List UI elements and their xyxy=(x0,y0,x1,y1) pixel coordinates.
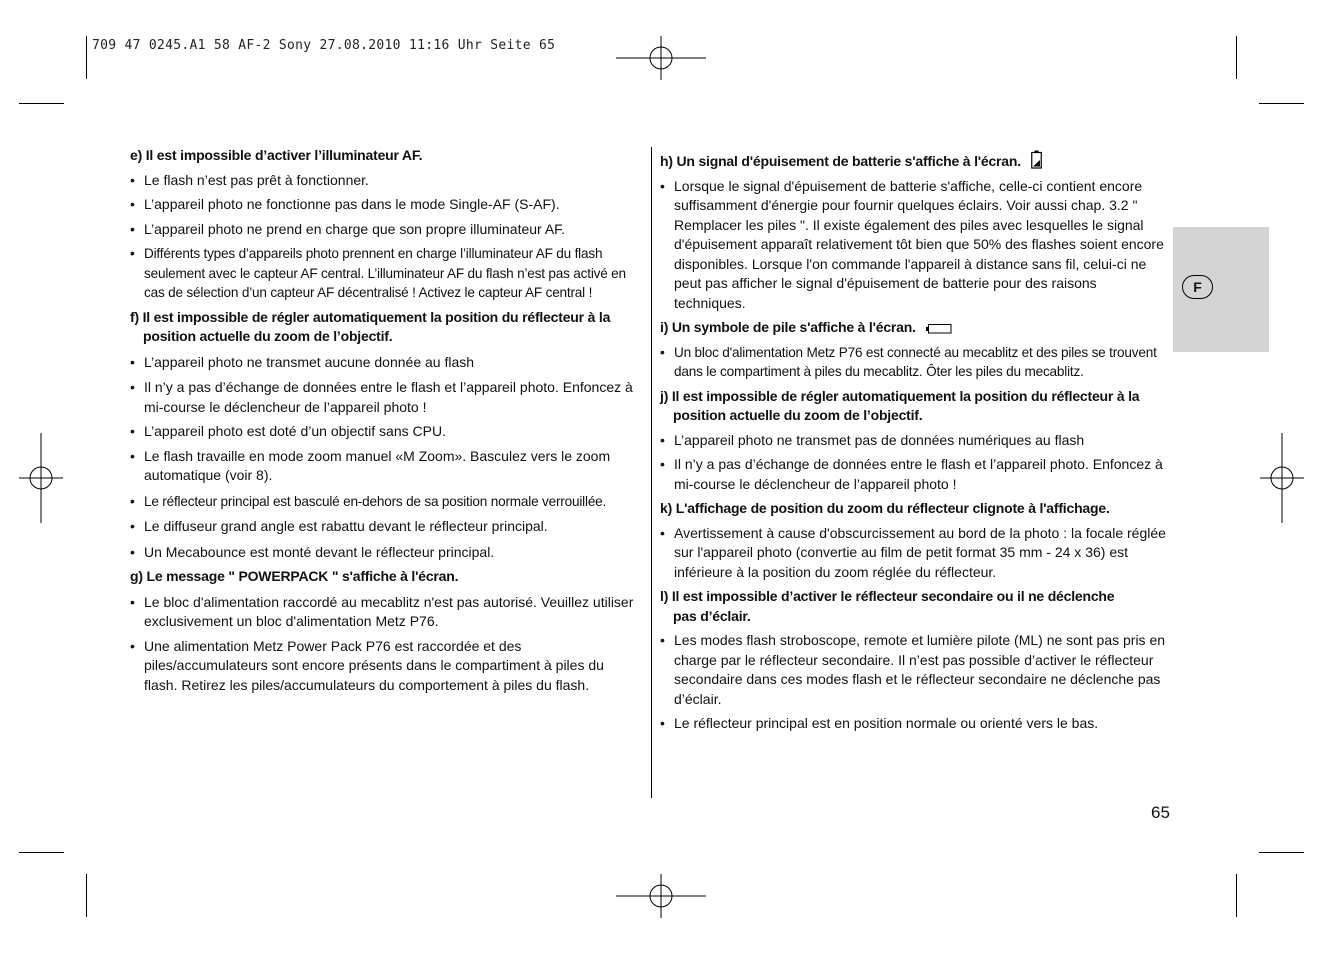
section-h-heading xyxy=(660,150,1170,172)
list-item: • Le réflecteur principal est basculé en-dehors de sa position normale verrouillée. xyxy=(130,492,640,512)
list-item: • Avertissement à cause d'obscurcissement au bord de la photo : la focale réglée sur l'appareil photo (convertie au film de petit format 35 mm - 24 x 36) est inférieure à la position du zoom réglée du réflecteur. xyxy=(660,524,1170,583)
list-item: • Le réflecteur principal est en position normale ou orienté vers le bas. xyxy=(660,714,1170,734)
list-item: • Il n’y a pas d’échange de données entre le flash et l’appareil photo. Enfoncez à mi-course le déclencheur de l’appareil photo ! xyxy=(660,455,1170,494)
list-item: • L’appareil photo ne transmet aucune donnée au flash xyxy=(130,353,640,373)
list-item: • Lorsque le signal d'épuisement de batterie s'affiche, celle-ci contient encore suffisamment d'énergie pour fournir quelques éclairs. Voir aussi chap. 3.2 " Remplacer les piles ". Il existe également des piles avec lesquelles le signal d'épuisement apparaît relativement tôt bien que 50% des flashes soient encore disponibles. Lorsque l'on commande l'appareil à distance sans fil, celui-ci ne peut pas afficher le signal d'épuisement de batterie pour des raisons techniques. xyxy=(660,177,1170,314)
left-column xyxy=(130,146,640,695)
list-item: • L’appareil photo est doté d’un objectif sans CPU. xyxy=(130,422,640,442)
section-l-heading: l) Il est impossible d’activer le réflecteur secondaire ou il ne déclenche pas d’éclair. xyxy=(660,588,1115,624)
section-i-heading-text: i) Un symbole de pile s'affiche à l'écran. xyxy=(660,319,916,335)
section-f-heading: f) Il est impossible de régler automatiquement la position du réflecteur à la position actuelle du zoom de l’objectif. xyxy=(130,308,611,344)
list-item: • L’appareil photo ne transmet pas de données numériques au flash xyxy=(660,431,1170,451)
section-j-heading: j) Il est impossible de régler automatiquement la position du réflecteur à la position actuelle du zoom de l’objectif. xyxy=(660,387,1140,423)
registration-mark-bottom xyxy=(616,874,706,918)
page-number: 65 xyxy=(1151,803,1170,822)
list-item: • Un Mecabounce est monté devant le réflecteur principal. xyxy=(130,543,640,563)
column-separator xyxy=(651,147,652,798)
list-item: • Le flash travaille en mode zoom manuel «M Zoom». Basculez vers le zoom automatique (voir 8). xyxy=(130,447,640,486)
list-item: • Les modes flash stroboscope, remote et lumière pilote (ML) ne sont pas pris en charge par le réflecteur secondaire. Il n’est pas possible d’activer le réflecteur secondaire dans ces modes flash et le réflecteur secondaire ne déclenche pas d’éclair. xyxy=(660,631,1170,709)
section-e-heading: e) Il est impossible d’activer l’illuminateur AF. xyxy=(130,147,423,163)
language-badge: F xyxy=(1182,275,1213,299)
section-i-heading xyxy=(660,318,1170,338)
list-item: • L’appareil photo ne fonctionne pas dans le mode Single-AF (S-AF). xyxy=(130,195,640,215)
list-item: • Le bloc d'alimentation raccordé au mecablitz n'est pas autorisé. Veuillez utiliser exclusivement un bloc d'alimentation Metz P76. xyxy=(130,593,640,632)
section-k-heading: k) L'affichage de position du zoom du réflecteur clignote à l'affichage. xyxy=(660,500,1110,516)
section-g-heading: g) Le message " POWERPACK " s'affiche à l'écran. xyxy=(130,568,459,584)
section-h-heading-text: h) Un signal d'épuisement de batterie s'affiche à l'écran. xyxy=(660,153,1021,169)
list-item: • L’appareil photo ne prend en charge que son propre illuminateur AF. xyxy=(130,220,640,240)
list-item: • Un bloc d'alimentation Metz P76 est connecté au mecablitz et des piles se trouvent dans le compartiment à piles du mecablitz. Ôter les piles du mecablitz. xyxy=(660,343,1170,382)
registration-mark-left xyxy=(19,433,63,523)
battery-icon xyxy=(926,323,952,335)
battery-low-icon xyxy=(1031,150,1042,169)
print-slug: 709 47 0245.A1 58 AF-2 Sony 27.08.2010 11:16 Uhr Seite 65 xyxy=(92,38,556,53)
list-item: • Une alimentation Metz Power Pack P76 est raccordée et des piles/accumulateurs sont encore présents dans le compartiment à piles du flash. Retirez les piles/accumulateurs du comportement à piles du flash. xyxy=(130,637,640,696)
right-column xyxy=(660,150,1170,734)
language-tab xyxy=(1173,227,1269,352)
list-item: • Le diffuseur grand angle est rabattu devant le réflecteur principal. xyxy=(130,517,640,537)
list-item: • Il n’y a pas d’échange de données entre le flash et l’appareil photo. Enfoncez à mi-course le déclencheur de l’appareil photo ! xyxy=(130,378,640,417)
registration-mark-right xyxy=(1260,433,1304,523)
registration-mark-top xyxy=(616,36,706,80)
list-item: • Le flash n’est pas prêt à fonctionner. xyxy=(130,171,640,191)
list-item: • Différents types d’appareils photo prennent en charge l’illuminateur AF du flash seulement avec le capteur AF central. L’illuminateur AF du flash n’est pas activé en cas de sélection d’un capteur AF décentralisé ! Activez le capteur AF central ! xyxy=(130,244,640,303)
